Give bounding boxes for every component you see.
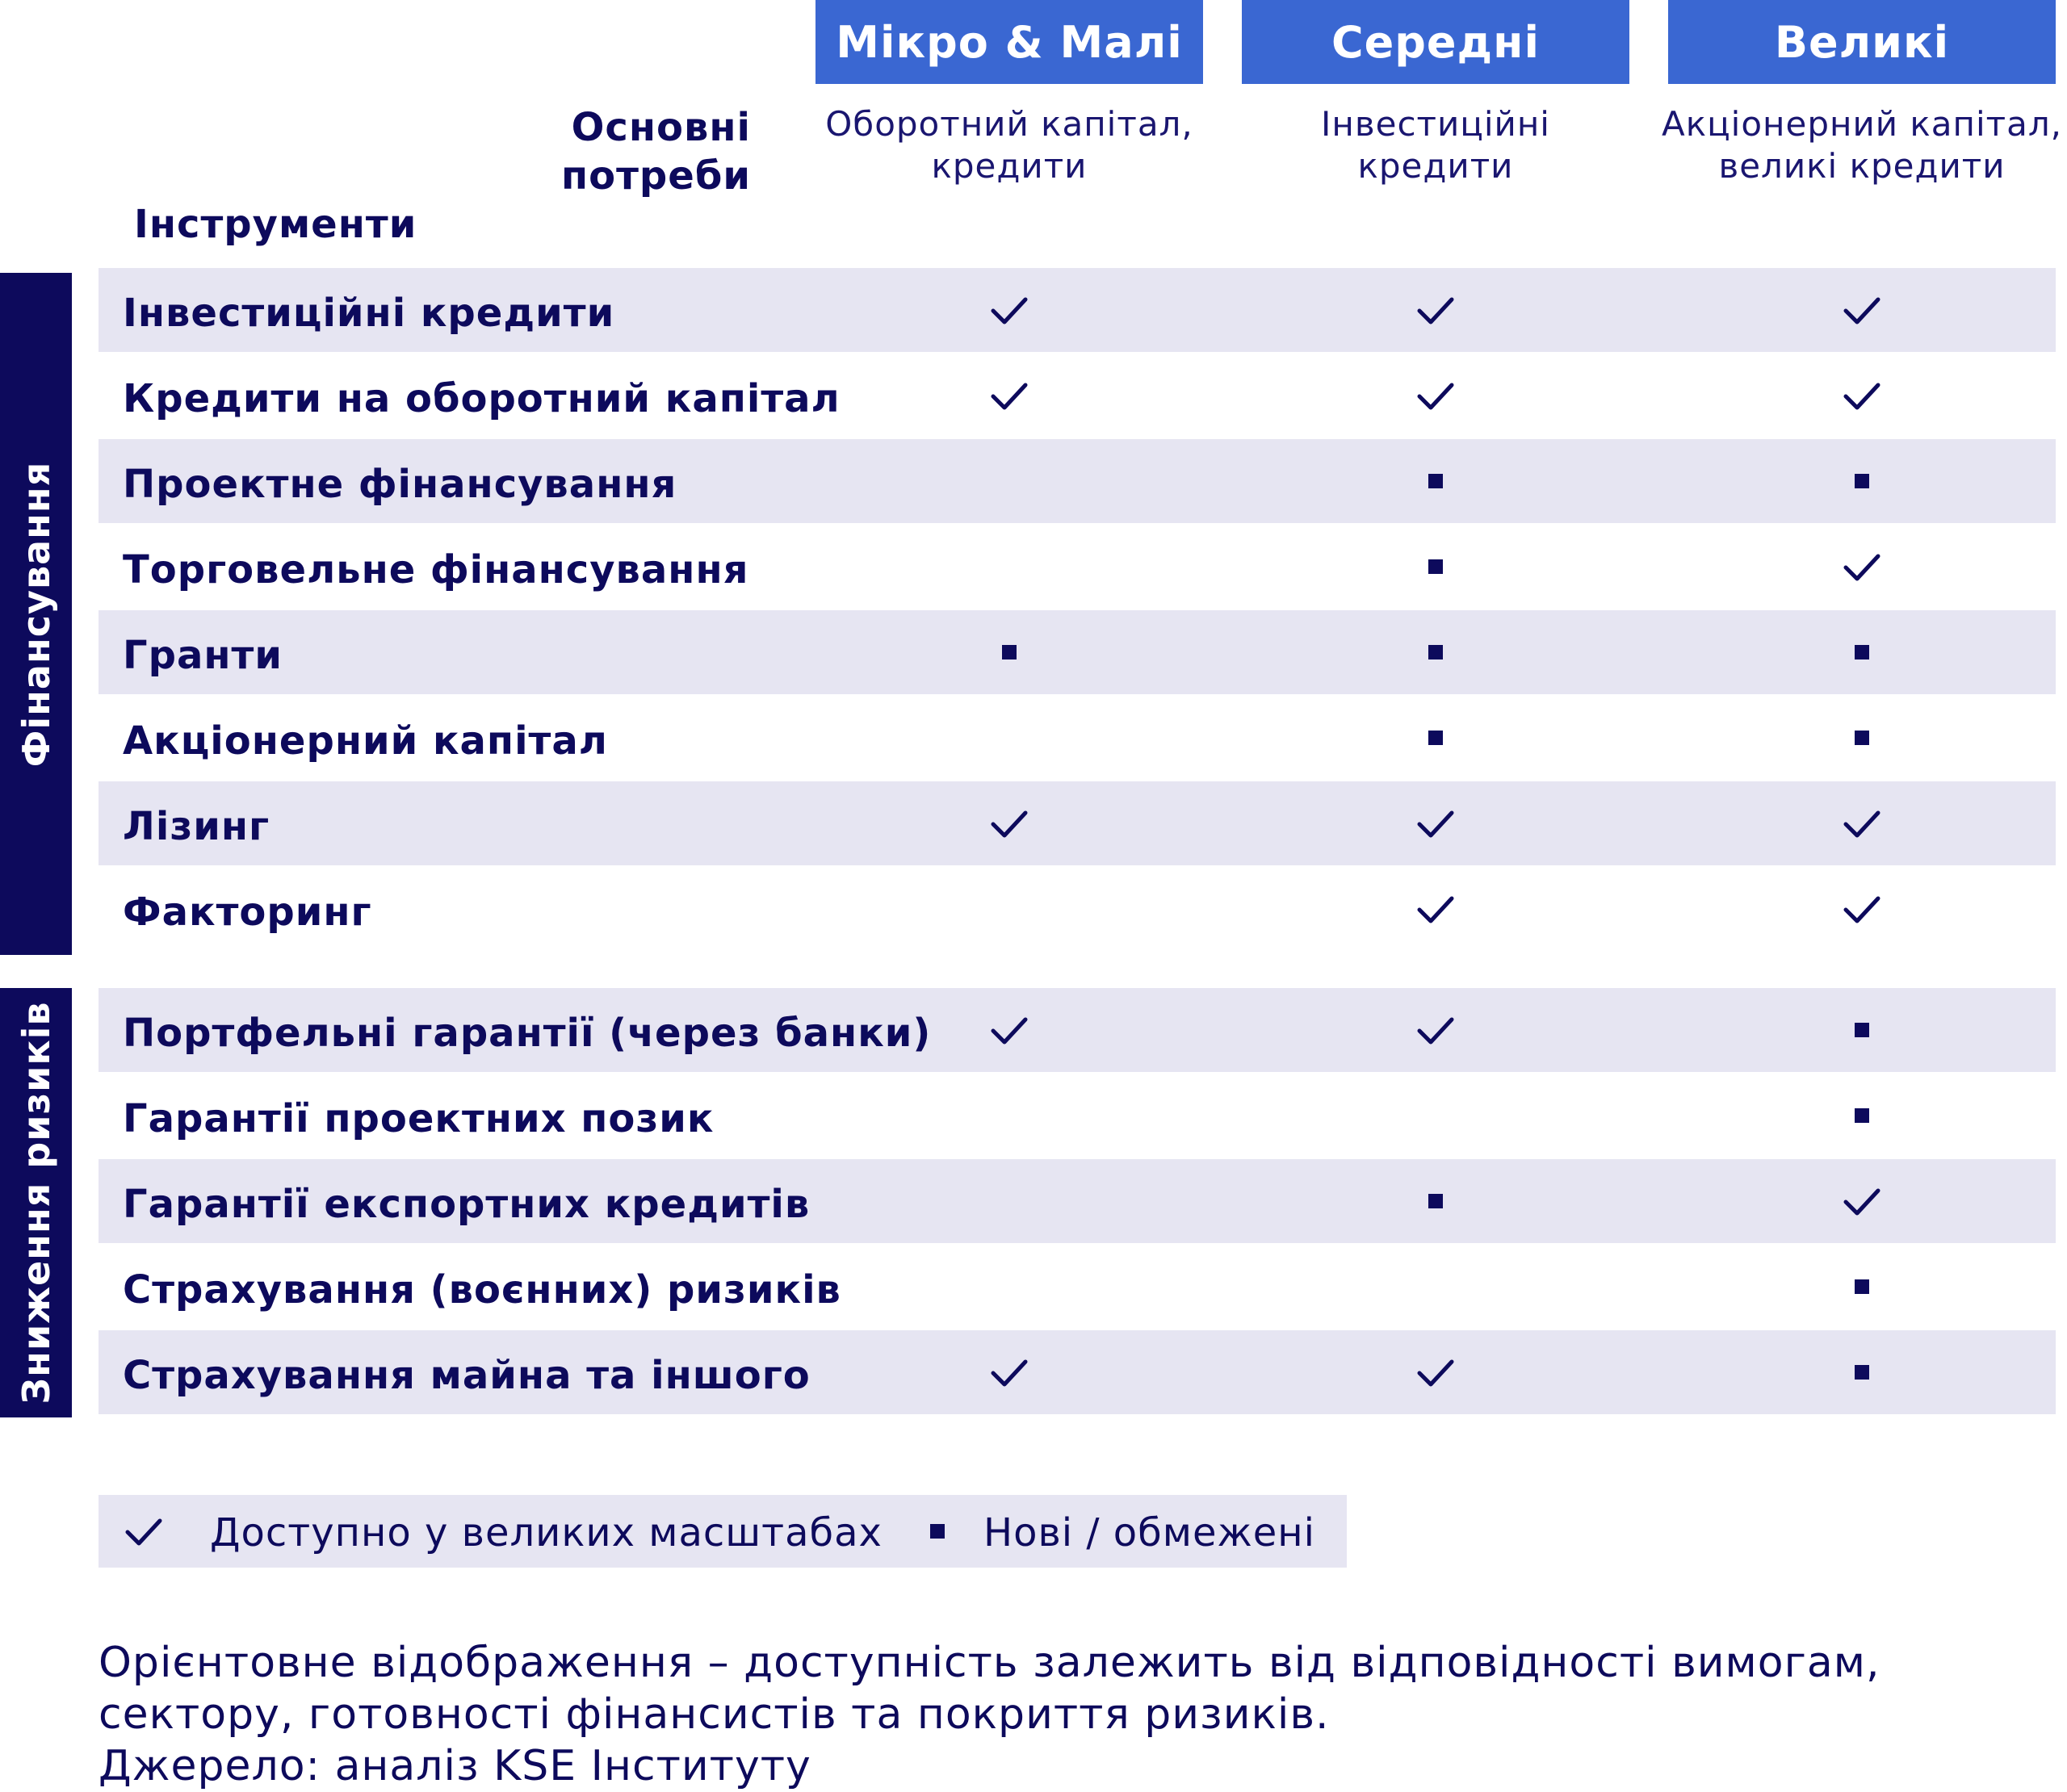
matrix-cell xyxy=(1411,885,1460,933)
row-label: Кредити на оборотний капітал xyxy=(123,376,841,421)
column-title: Мікро & Малі xyxy=(836,16,1183,68)
check-icon xyxy=(1838,799,1886,848)
footnote-line: Джерело: аналіз KSE Інституту xyxy=(99,1742,811,1790)
check-icon xyxy=(1411,1006,1460,1054)
matrix-cell xyxy=(1411,1006,1460,1054)
check-icon xyxy=(1838,371,1886,420)
matrix-cell xyxy=(985,286,1034,334)
tools-header: Інструменти xyxy=(134,202,417,247)
footnote xyxy=(99,1637,2052,1792)
row-label: Гарантії проектних позик xyxy=(123,1096,715,1141)
needs-header-line: потреби xyxy=(560,153,751,199)
legend-square-label: Нові / обмежені xyxy=(983,1510,1315,1555)
matrix-cell xyxy=(985,1348,1034,1396)
needs-line: Інвестиційні xyxy=(1321,104,1550,144)
matrix-cell xyxy=(985,799,1034,848)
check-icon xyxy=(1411,286,1460,334)
matrix-cell xyxy=(985,457,1034,505)
check-icon xyxy=(1411,799,1460,848)
table-row xyxy=(99,781,2056,865)
check-icon xyxy=(985,1006,1034,1054)
row-label: Проектне фінансування xyxy=(123,462,677,507)
matrix-cell xyxy=(1838,885,1886,933)
check-icon xyxy=(1838,542,1886,591)
matrix-cell xyxy=(1411,628,1460,676)
check-icon xyxy=(1838,286,1886,334)
matrix-cell xyxy=(985,1177,1034,1225)
check-icon xyxy=(1411,885,1460,933)
table-row xyxy=(99,988,2056,1072)
square-icon xyxy=(1428,731,1443,745)
needs-header-line: Основні xyxy=(571,105,751,150)
check-icon xyxy=(119,1507,168,1555)
matrix-cell xyxy=(1411,1262,1460,1311)
check-icon xyxy=(985,371,1034,420)
legend xyxy=(99,1495,1347,1568)
matrix-cell xyxy=(1411,457,1460,505)
matrix-cell xyxy=(1411,799,1460,848)
column-needs-large xyxy=(1620,103,2067,187)
table-row xyxy=(99,696,2056,780)
row-label: Страхування (воєнних) ризиків xyxy=(123,1267,841,1313)
check-icon xyxy=(985,1348,1034,1396)
matrix-cell xyxy=(1411,1091,1460,1140)
group-label-risk-mitigation xyxy=(0,988,72,1417)
matrix-cell xyxy=(985,1262,1034,1311)
matrix-cell xyxy=(1838,628,1886,676)
square-icon xyxy=(1855,731,1869,745)
row-label: Факторинг xyxy=(123,890,372,935)
square-icon xyxy=(1855,1108,1869,1123)
square-icon xyxy=(1855,645,1869,659)
matrix-cell xyxy=(1838,542,1886,591)
matrix-cell xyxy=(1411,286,1460,334)
needs-line: кредити xyxy=(931,146,1088,186)
table-row xyxy=(99,354,2056,438)
square-icon xyxy=(1855,1023,1869,1037)
table-row xyxy=(99,867,2056,951)
matrix-cell xyxy=(985,628,1034,676)
check-icon xyxy=(985,286,1034,334)
matrix-cell xyxy=(1411,1177,1460,1225)
row-label: Лізинг xyxy=(123,804,270,849)
group-label-financing xyxy=(0,273,72,955)
square-icon xyxy=(1855,1279,1869,1294)
matrix-cell xyxy=(1411,1348,1460,1396)
square-icon xyxy=(1855,474,1869,488)
footnote-line: сектору, готовності фінансистів та покриття ризиків. xyxy=(99,1690,1330,1739)
column-header-large xyxy=(1668,0,2056,84)
row-label: Торговельне фінансування xyxy=(123,547,749,592)
row-label: Акціонерний капітал xyxy=(123,718,608,764)
table-row xyxy=(99,525,2056,609)
table-row xyxy=(99,1159,2056,1243)
table-row xyxy=(99,1330,2056,1414)
matrix-cell xyxy=(1838,1177,1886,1225)
needs-header xyxy=(452,103,751,200)
matrix-cell xyxy=(1838,799,1886,848)
matrix-cell xyxy=(1838,457,1886,505)
column-header-micro-small xyxy=(815,0,1203,84)
column-needs-medium xyxy=(1193,103,1678,187)
square-icon xyxy=(1428,645,1443,659)
row-label: Інвестиційні кредити xyxy=(123,291,615,336)
table-row xyxy=(99,1245,2056,1329)
table-row xyxy=(99,1074,2056,1158)
column-needs-micro-small xyxy=(767,103,1252,187)
matrix-cell xyxy=(985,371,1034,420)
check-icon xyxy=(985,799,1034,848)
column-header-medium xyxy=(1242,0,1629,84)
matrix-cell xyxy=(1838,1091,1886,1140)
check-icon xyxy=(1411,1348,1460,1396)
check-icon xyxy=(1411,371,1460,420)
square-icon xyxy=(1428,1194,1443,1208)
row-label: Гранти xyxy=(123,633,283,678)
matrix-cell xyxy=(1838,714,1886,762)
square-icon xyxy=(1428,559,1443,574)
needs-line: Акціонерний капітал, xyxy=(1661,104,2063,144)
table-row xyxy=(99,439,2056,523)
needs-line: великі кредити xyxy=(1718,146,2006,186)
matrix-cell xyxy=(985,714,1034,762)
matrix-cell xyxy=(1838,1262,1886,1311)
row-label: Страхування майна та іншого xyxy=(123,1353,811,1398)
group-label-text: Зниження ризиків xyxy=(14,1001,58,1405)
square-icon xyxy=(1002,645,1017,659)
check-icon xyxy=(1838,1177,1886,1225)
check-icon xyxy=(1838,885,1886,933)
matrix-cell xyxy=(985,1006,1034,1054)
matrix-cell xyxy=(1838,1348,1886,1396)
matrix-cell xyxy=(985,1091,1034,1140)
footnote-line: Орієнтовне відображення – доступність залежить від відповідності вимогам, xyxy=(99,1639,1880,1687)
matrix-cell xyxy=(1838,371,1886,420)
matrix-cell xyxy=(1411,542,1460,591)
matrix-cell xyxy=(985,542,1034,591)
legend-check-label: Доступно у великих масштабах xyxy=(210,1510,883,1555)
row-label: Гарантії експортних кредитів xyxy=(123,1182,811,1227)
group-label-text: Фінансування xyxy=(14,461,58,767)
needs-line: Оборотний капітал, xyxy=(825,104,1193,144)
table-row xyxy=(99,268,2056,352)
square-icon xyxy=(1855,1365,1869,1380)
square-icon xyxy=(930,1524,945,1539)
matrix-cell xyxy=(1411,371,1460,420)
table-row xyxy=(99,610,2056,694)
matrix-cell xyxy=(1411,714,1460,762)
matrix-cell xyxy=(985,885,1034,933)
row-label: Портфельні гарантії (через банки) xyxy=(123,1011,932,1056)
matrix-cell xyxy=(1838,1006,1886,1054)
needs-line: кредити xyxy=(1357,146,1514,186)
matrix-cell xyxy=(1838,286,1886,334)
column-title: Середні xyxy=(1331,16,1540,68)
square-icon xyxy=(1428,474,1443,488)
column-title: Великі xyxy=(1774,16,1950,68)
